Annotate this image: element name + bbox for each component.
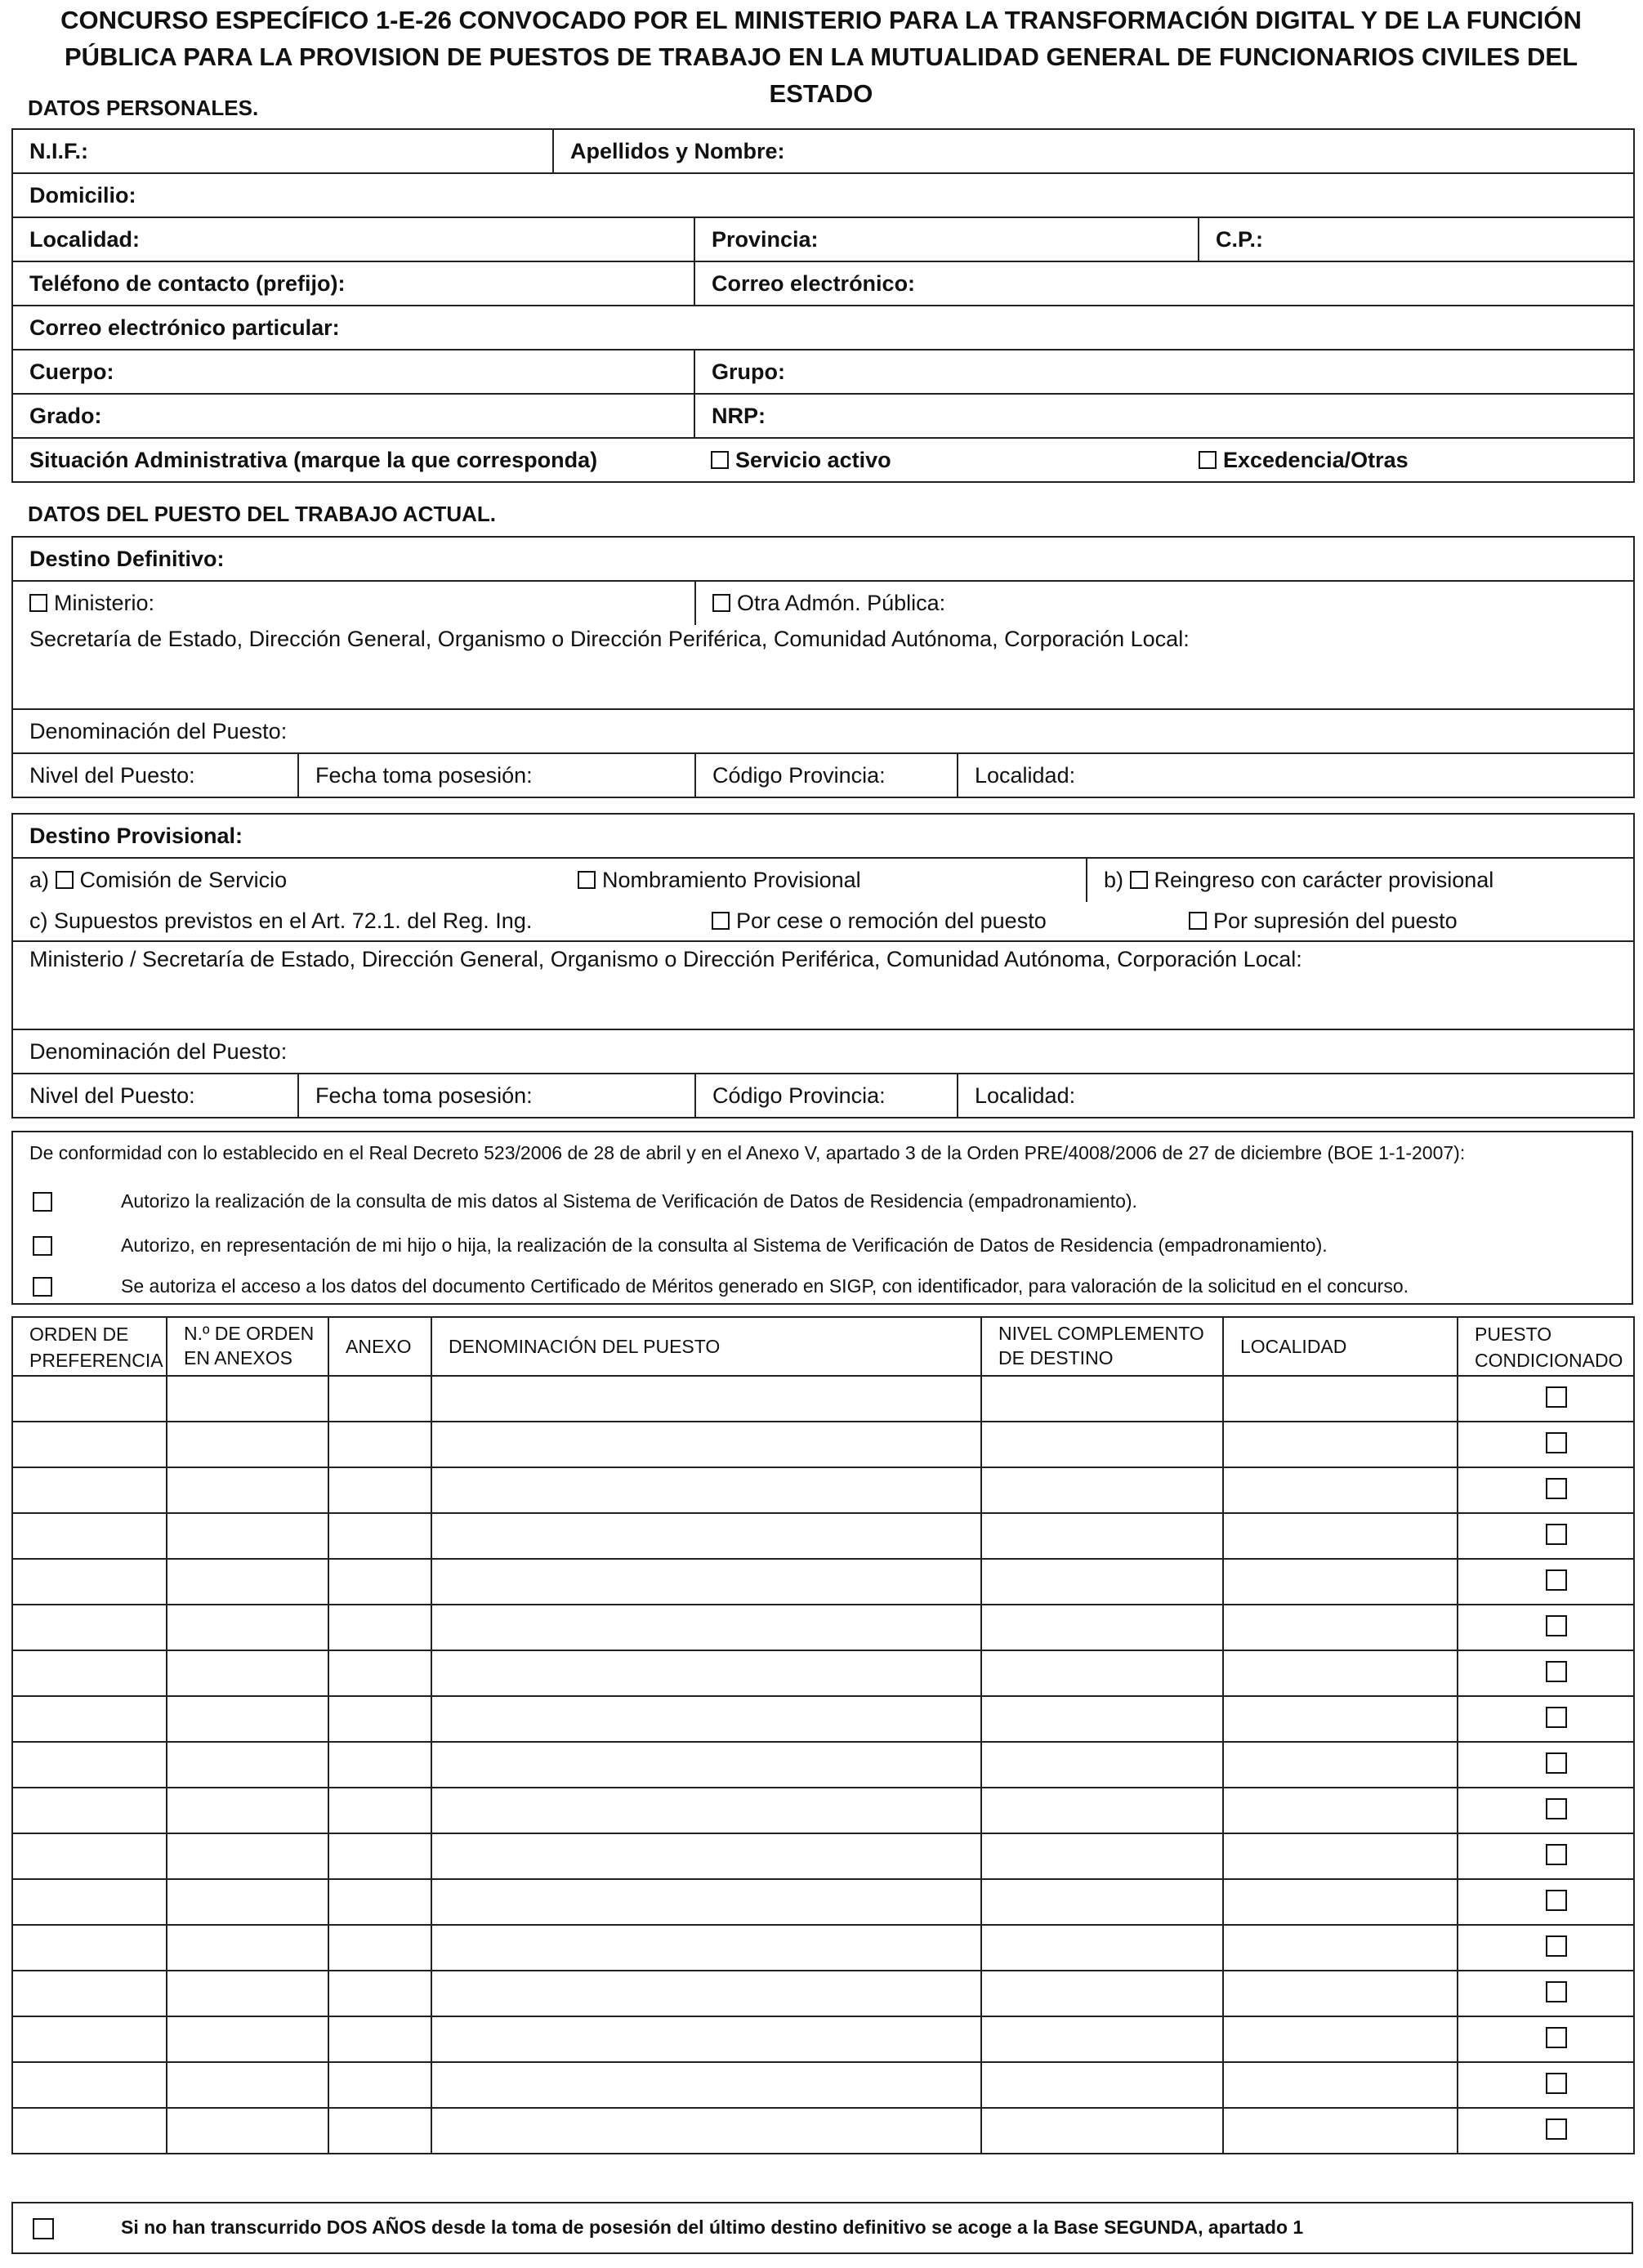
- puesto-condicionado-checkbox[interactable]: [1546, 1935, 1567, 1957]
- consent-checkbox[interactable]: [33, 1236, 52, 1256]
- table-cell[interactable]: [1223, 2016, 1458, 2062]
- telefono-field[interactable]: Teléfono de contacto (prefijo):: [12, 261, 694, 306]
- table-cell[interactable]: [1223, 1788, 1458, 1833]
- table-cell[interactable]: [1223, 1605, 1458, 1650]
- puesto-condicionado-cell[interactable]: [1458, 1559, 1634, 1605]
- table-cell[interactable]: [981, 1513, 1223, 1559]
- preferences-table: [11, 1316, 1635, 2154]
- table-row: [12, 2016, 1634, 2062]
- table-cell[interactable]: [12, 1467, 167, 1513]
- table-cell[interactable]: [12, 1513, 167, 1559]
- table-cell[interactable]: [431, 1788, 981, 1833]
- base-segunda-option[interactable]: [11, 2202, 1633, 2254]
- table-cell[interactable]: [431, 1605, 981, 1650]
- table-cell[interactable]: [981, 1467, 1223, 1513]
- otra-admon-option[interactable]: Otra Admón. Pública:: [695, 581, 1634, 625]
- puesto-condicionado-checkbox[interactable]: [1546, 1569, 1567, 1591]
- puesto-condicionado-cell[interactable]: [1458, 1925, 1634, 1971]
- table-row: [12, 2108, 1634, 2154]
- puesto-condicionado-cell[interactable]: [1458, 1833, 1634, 1879]
- table-cell[interactable]: [1223, 1650, 1458, 1696]
- table-cell[interactable]: [12, 1422, 167, 1467]
- table-cell[interactable]: [1223, 1925, 1458, 1971]
- puesto-actual-heading: DATOS DEL PUESTO DEL TRABAJO ACTUAL.: [28, 502, 497, 526]
- ministerio-checkbox[interactable]: [29, 594, 47, 612]
- puesto-condicionado-cell[interactable]: [1458, 1788, 1634, 1833]
- table-cell[interactable]: [981, 1650, 1223, 1696]
- table-cell[interactable]: [1223, 1971, 1458, 2016]
- grupo-field[interactable]: Grupo:: [694, 350, 1634, 394]
- provisional-localidad-field[interactable]: Localidad:: [958, 1074, 1634, 1118]
- table-cell[interactable]: [167, 2108, 328, 2154]
- servicio-activo-checkbox[interactable]: [711, 451, 729, 469]
- puesto-condicionado-cell[interactable]: [1458, 1422, 1634, 1467]
- table-cell[interactable]: [328, 1925, 431, 1971]
- table-row: [12, 1513, 1634, 1559]
- provincia-field[interactable]: Provincia:: [694, 217, 1199, 261]
- table-cell[interactable]: [431, 1879, 981, 1925]
- destino-definitivo-label: Destino Definitivo:: [12, 537, 1634, 581]
- table-cell[interactable]: [981, 1833, 1223, 1879]
- col-orden: ORDEN DE PREFERENCIA: [12, 1317, 167, 1376]
- comision-checkbox[interactable]: [56, 871, 74, 889]
- puesto-condicionado-checkbox[interactable]: [1546, 1478, 1567, 1499]
- table-row: [12, 1605, 1634, 1650]
- puesto-condicionado-cell[interactable]: [1458, 1605, 1634, 1650]
- table-cell[interactable]: [431, 1513, 981, 1559]
- table-cell[interactable]: [328, 1376, 431, 1422]
- fecha-field[interactable]: Fecha toma posesión:: [298, 753, 695, 797]
- table-cell[interactable]: [328, 1650, 431, 1696]
- table-cell[interactable]: [167, 1376, 328, 1422]
- table-row: [12, 2062, 1634, 2108]
- table-cell[interactable]: [12, 1376, 167, 1422]
- puesto-condicionado-cell[interactable]: [1458, 1650, 1634, 1696]
- cp-field[interactable]: C.P.:: [1199, 217, 1634, 261]
- table-cell[interactable]: [167, 1422, 328, 1467]
- puesto-condicionado-cell[interactable]: [1458, 1513, 1634, 1559]
- table-cell[interactable]: [431, 1376, 981, 1422]
- provisional-codigo-field[interactable]: Código Provincia:: [695, 1074, 958, 1118]
- table-cell[interactable]: [981, 1971, 1223, 2016]
- table-cell[interactable]: [12, 1559, 167, 1605]
- table-cell[interactable]: [1223, 1559, 1458, 1605]
- table-cell[interactable]: [328, 1513, 431, 1559]
- nrp-field[interactable]: NRP:: [694, 394, 1634, 438]
- codigo-provincia-field[interactable]: Código Provincia:: [695, 753, 958, 797]
- table-cell[interactable]: [1223, 2108, 1458, 2154]
- table-cell[interactable]: [328, 1605, 431, 1650]
- table-cell[interactable]: [12, 1696, 167, 1742]
- table-row: [12, 1696, 1634, 1742]
- table-row: [12, 1788, 1634, 1833]
- table-row: [12, 1833, 1634, 1879]
- col-numero-orden: N.º DE ORDEN EN ANEXOS: [167, 1317, 328, 1376]
- puesto-condicionado-cell[interactable]: [1458, 2062, 1634, 2108]
- table-cell[interactable]: [431, 1422, 981, 1467]
- table-cell[interactable]: [1223, 1513, 1458, 1559]
- table-cell[interactable]: [328, 1696, 431, 1742]
- servicio-activo-option[interactable]: Servicio activo: [694, 438, 1199, 482]
- provisional-ministerio-field[interactable]: Ministerio / Secretaría de Estado, Dirección General, Organismo o Dirección Periférica, Comunidad Autónoma, Corporación Local:: [12, 941, 1634, 1029]
- domicilio-field[interactable]: Domicilio:: [12, 173, 1634, 217]
- table-cell[interactable]: [431, 1742, 981, 1788]
- table-cell[interactable]: [981, 1605, 1223, 1650]
- base-segunda-text: Si no han transcurrido DOS AÑOS desde la toma de posesión del último destino definitivo se acoge a la Base SEGUNDA, apartado 1: [121, 2217, 1304, 2238]
- table-cell[interactable]: [981, 2108, 1223, 2154]
- table-cell[interactable]: [328, 1879, 431, 1925]
- provisional-fecha-field[interactable]: Fecha toma posesión:: [298, 1074, 695, 1118]
- table-row: [12, 1971, 1634, 2016]
- destino-provisional-label: Destino Provisional:: [12, 814, 1634, 858]
- table-cell[interactable]: [328, 1559, 431, 1605]
- puesto-condicionado-cell[interactable]: [1458, 1376, 1634, 1422]
- cuerpo-field[interactable]: Cuerpo:: [12, 350, 694, 394]
- table-cell[interactable]: [431, 1467, 981, 1513]
- localidad-field[interactable]: Localidad:: [12, 217, 694, 261]
- apellidos-field[interactable]: Apellidos y Nombre:: [553, 129, 1634, 173]
- puesto-condicionado-checkbox[interactable]: [1546, 1707, 1567, 1728]
- table-cell[interactable]: [1223, 1742, 1458, 1788]
- table-cell[interactable]: [431, 2108, 981, 2154]
- table-row: [12, 1879, 1634, 1925]
- table-cell[interactable]: [167, 1605, 328, 1650]
- puesto-condicionado-cell[interactable]: [1458, 1742, 1634, 1788]
- table-cell[interactable]: [981, 1696, 1223, 1742]
- consent-intro: De conformidad con lo establecido en el Real Decreto 523/2006 de 28 de abril y en el Anexo V, apartado 3 de la Orden PRE/4008/2006 de 27 de diciembre (BOE 1-1-2007):: [29, 1142, 1466, 1163]
- reingreso-option[interactable]: b) Reingreso con carácter provisional: [1087, 858, 1634, 902]
- table-cell[interactable]: [1223, 1879, 1458, 1925]
- nombramiento-option[interactable]: Nombramiento Provisional: [564, 858, 1087, 902]
- table-cell[interactable]: [431, 1559, 981, 1605]
- nivel-field[interactable]: Nivel del Puesto:: [12, 753, 298, 797]
- secretaria-field[interactable]: Secretaría de Estado, Dirección General, Organismo o Dirección Periférica, Comunidad Autónoma, Corporación Local:: [12, 625, 1634, 709]
- table-cell[interactable]: [328, 1833, 431, 1879]
- puesto-condicionado-checkbox[interactable]: [1546, 1752, 1567, 1774]
- consent-item[interactable]: Se autoriza el acceso a los datos del documento Certificado de Méritos generado en SIGP, con identificador, para valoración de la solicitud en el concurso.: [13, 1275, 1632, 1303]
- table-cell[interactable]: [981, 2062, 1223, 2108]
- table-row: [12, 1650, 1634, 1696]
- puesto-condicionado-checkbox[interactable]: [1546, 2118, 1567, 2140]
- puesto-condicionado-cell[interactable]: [1458, 1971, 1634, 2016]
- excedencia-checkbox[interactable]: [1199, 451, 1217, 469]
- table-cell[interactable]: [328, 2062, 431, 2108]
- table-cell[interactable]: [167, 1742, 328, 1788]
- table-cell[interactable]: [328, 1422, 431, 1467]
- denominacion-field[interactable]: Denominación del Puesto:: [12, 709, 1634, 753]
- table-cell[interactable]: [12, 2016, 167, 2062]
- table-cell[interactable]: [981, 1376, 1223, 1422]
- table-cell[interactable]: [1223, 1422, 1458, 1467]
- col-denominacion: DENOMINACIÓN DEL PUESTO: [431, 1317, 981, 1376]
- nif-field[interactable]: N.I.F.:: [12, 129, 553, 173]
- comision-option[interactable]: a) Comisión de Servicio: [12, 858, 564, 902]
- table-cell[interactable]: [12, 1650, 167, 1696]
- excedencia-option[interactable]: Excedencia/Otras: [1199, 438, 1634, 482]
- puesto-condicionado-checkbox[interactable]: [1546, 1432, 1567, 1453]
- puesto-condicionado-cell[interactable]: [1458, 2108, 1634, 2154]
- table-cell[interactable]: [167, 1788, 328, 1833]
- puesto-condicionado-checkbox[interactable]: [1546, 1798, 1567, 1819]
- table-cell[interactable]: [431, 1833, 981, 1879]
- ministerio-option[interactable]: Ministerio:: [12, 581, 695, 625]
- puesto-condicionado-checkbox[interactable]: [1546, 1615, 1567, 1636]
- table-row: [12, 1742, 1634, 1788]
- table-cell[interactable]: [12, 1788, 167, 1833]
- table-cell[interactable]: [1223, 2062, 1458, 2108]
- puesto-condicionado-checkbox[interactable]: [1546, 1890, 1567, 1911]
- personal-data-heading: DATOS PERSONALES.: [28, 96, 259, 120]
- grado-field[interactable]: Grado:: [12, 394, 694, 438]
- table-cell[interactable]: [1223, 1833, 1458, 1879]
- col-localidad: LOCALIDAD: [1223, 1317, 1458, 1376]
- personal-data-table: [11, 128, 1635, 483]
- table-cell[interactable]: [167, 1696, 328, 1742]
- cese-checkbox[interactable]: [712, 912, 730, 930]
- puesto-condicionado-cell[interactable]: [1458, 1467, 1634, 1513]
- table-cell[interactable]: [12, 2108, 167, 2154]
- supuestos-label: c) Supuestos previstos en el Art. 72.1. del Reg. Ing.: [12, 902, 695, 941]
- table-cell[interactable]: [167, 1971, 328, 2016]
- table-cell[interactable]: [431, 1925, 981, 1971]
- table-cell[interactable]: [12, 1925, 167, 1971]
- table-row: [12, 1559, 1634, 1605]
- localidad-field[interactable]: Localidad:: [958, 753, 1634, 797]
- correo-field[interactable]: Correo electrónico:: [694, 261, 1634, 306]
- table-row: [12, 1422, 1634, 1467]
- table-cell[interactable]: [167, 1925, 328, 1971]
- destino-definitivo-table: [11, 536, 1635, 798]
- table-cell[interactable]: [981, 1742, 1223, 1788]
- nombramiento-checkbox[interactable]: [578, 871, 596, 889]
- table-cell[interactable]: [328, 1742, 431, 1788]
- consent-checkbox[interactable]: [33, 1277, 52, 1297]
- puesto-condicionado-checkbox[interactable]: [1546, 2027, 1567, 2048]
- table-cell[interactable]: [1223, 1696, 1458, 1742]
- provisional-nivel-field[interactable]: Nivel del Puesto:: [12, 1074, 298, 1118]
- puesto-condicionado-checkbox[interactable]: [1546, 1844, 1567, 1865]
- puesto-condicionado-checkbox[interactable]: [1546, 1524, 1567, 1545]
- table-cell[interactable]: [12, 1971, 167, 2016]
- destino-provisional-table: [11, 813, 1635, 1118]
- table-cell[interactable]: [167, 1513, 328, 1559]
- table-cell[interactable]: [167, 2062, 328, 2108]
- table-cell[interactable]: [167, 1833, 328, 1879]
- col-puesto-condicionado: PUESTO CONDICIONADO: [1458, 1317, 1634, 1376]
- otra-admon-checkbox[interactable]: [712, 594, 730, 612]
- consent-box: [11, 1131, 1633, 1305]
- table-row: [12, 1925, 1634, 1971]
- table-cell[interactable]: [12, 1833, 167, 1879]
- table-cell[interactable]: [981, 1925, 1223, 1971]
- provisional-denominacion-field[interactable]: Denominación del Puesto:: [12, 1029, 1634, 1074]
- table-cell[interactable]: [328, 1971, 431, 2016]
- puesto-condicionado-checkbox[interactable]: [1546, 2073, 1567, 2094]
- table-row: [12, 1467, 1634, 1513]
- table-cell[interactable]: [167, 1650, 328, 1696]
- consent-checkbox[interactable]: [33, 1192, 52, 1212]
- supresion-option[interactable]: Por supresión del puesto: [1087, 902, 1634, 941]
- table-cell[interactable]: [328, 2016, 431, 2062]
- table-cell[interactable]: [1223, 1467, 1458, 1513]
- table-cell[interactable]: [12, 1742, 167, 1788]
- table-cell[interactable]: [328, 2108, 431, 2154]
- table-cell[interactable]: [431, 1650, 981, 1696]
- table-cell[interactable]: [1223, 1376, 1458, 1422]
- table-cell[interactable]: [167, 1467, 328, 1513]
- puesto-condicionado-checkbox[interactable]: [1546, 1981, 1567, 2002]
- table-cell[interactable]: [167, 2016, 328, 2062]
- table-cell[interactable]: [167, 1879, 328, 1925]
- table-cell[interactable]: [167, 1559, 328, 1605]
- table-cell[interactable]: [431, 2016, 981, 2062]
- correo-particular-field[interactable]: Correo electrónico particular:: [12, 306, 1634, 350]
- consent-item[interactable]: Autorizo la realización de la consulta de mis datos al Sistema de Verificación de Datos de Residencia (empadronamiento).: [13, 1187, 1632, 1220]
- reingreso-checkbox[interactable]: [1130, 871, 1148, 889]
- table-cell[interactable]: [431, 1696, 981, 1742]
- col-nivel: NIVEL COMPLEMENTO DE DESTINO: [981, 1317, 1223, 1376]
- puesto-condicionado-checkbox[interactable]: [1546, 1386, 1567, 1408]
- table-cell[interactable]: [981, 2016, 1223, 2062]
- table-cell[interactable]: [981, 1422, 1223, 1467]
- consent-item[interactable]: Autorizo, en representación de mi hijo o hija, la realización de la consulta al Sistema de Verificación de Datos de Residencia (empadronamiento).: [13, 1231, 1632, 1264]
- table-cell[interactable]: [12, 1879, 167, 1925]
- table-cell[interactable]: [981, 1559, 1223, 1605]
- table-cell[interactable]: [328, 1467, 431, 1513]
- form-title: CONCURSO ESPECÍFICO 1-E-26 CONVOCADO POR EL MINISTERIO PARA LA TRANSFORMACIÓN DIGITAL Y DE LA FUNCIÓN PÚBLICA PARA LA PROVISION DE PUESTOS DE TRABAJO EN LA MUTUALIDAD GENERAL DE FUNCIONARIOS CIVILES DEL ESTADO: [60, 6, 1582, 108]
- puesto-condicionado-cell[interactable]: [1458, 1879, 1634, 1925]
- puesto-condicionado-checkbox[interactable]: [1546, 1661, 1567, 1682]
- puesto-condicionado-cell[interactable]: [1458, 2016, 1634, 2062]
- table-cell[interactable]: [431, 1971, 981, 2016]
- situacion-label: Situación Administrativa (marque la que corresponda): [12, 438, 694, 482]
- table-cell[interactable]: [12, 1605, 167, 1650]
- base-segunda-checkbox[interactable]: [33, 2218, 54, 2239]
- table-cell[interactable]: [981, 1879, 1223, 1925]
- table-cell[interactable]: [981, 1788, 1223, 1833]
- col-anexo: ANEXO: [328, 1317, 431, 1376]
- table-row: [12, 1376, 1634, 1422]
- supresion-checkbox[interactable]: [1189, 912, 1207, 930]
- puesto-condicionado-cell[interactable]: [1458, 1696, 1634, 1742]
- table-cell[interactable]: [12, 2062, 167, 2108]
- cese-option[interactable]: Por cese o remoción del puesto: [695, 902, 1087, 941]
- table-cell[interactable]: [431, 2062, 981, 2108]
- table-cell[interactable]: [328, 1788, 431, 1833]
